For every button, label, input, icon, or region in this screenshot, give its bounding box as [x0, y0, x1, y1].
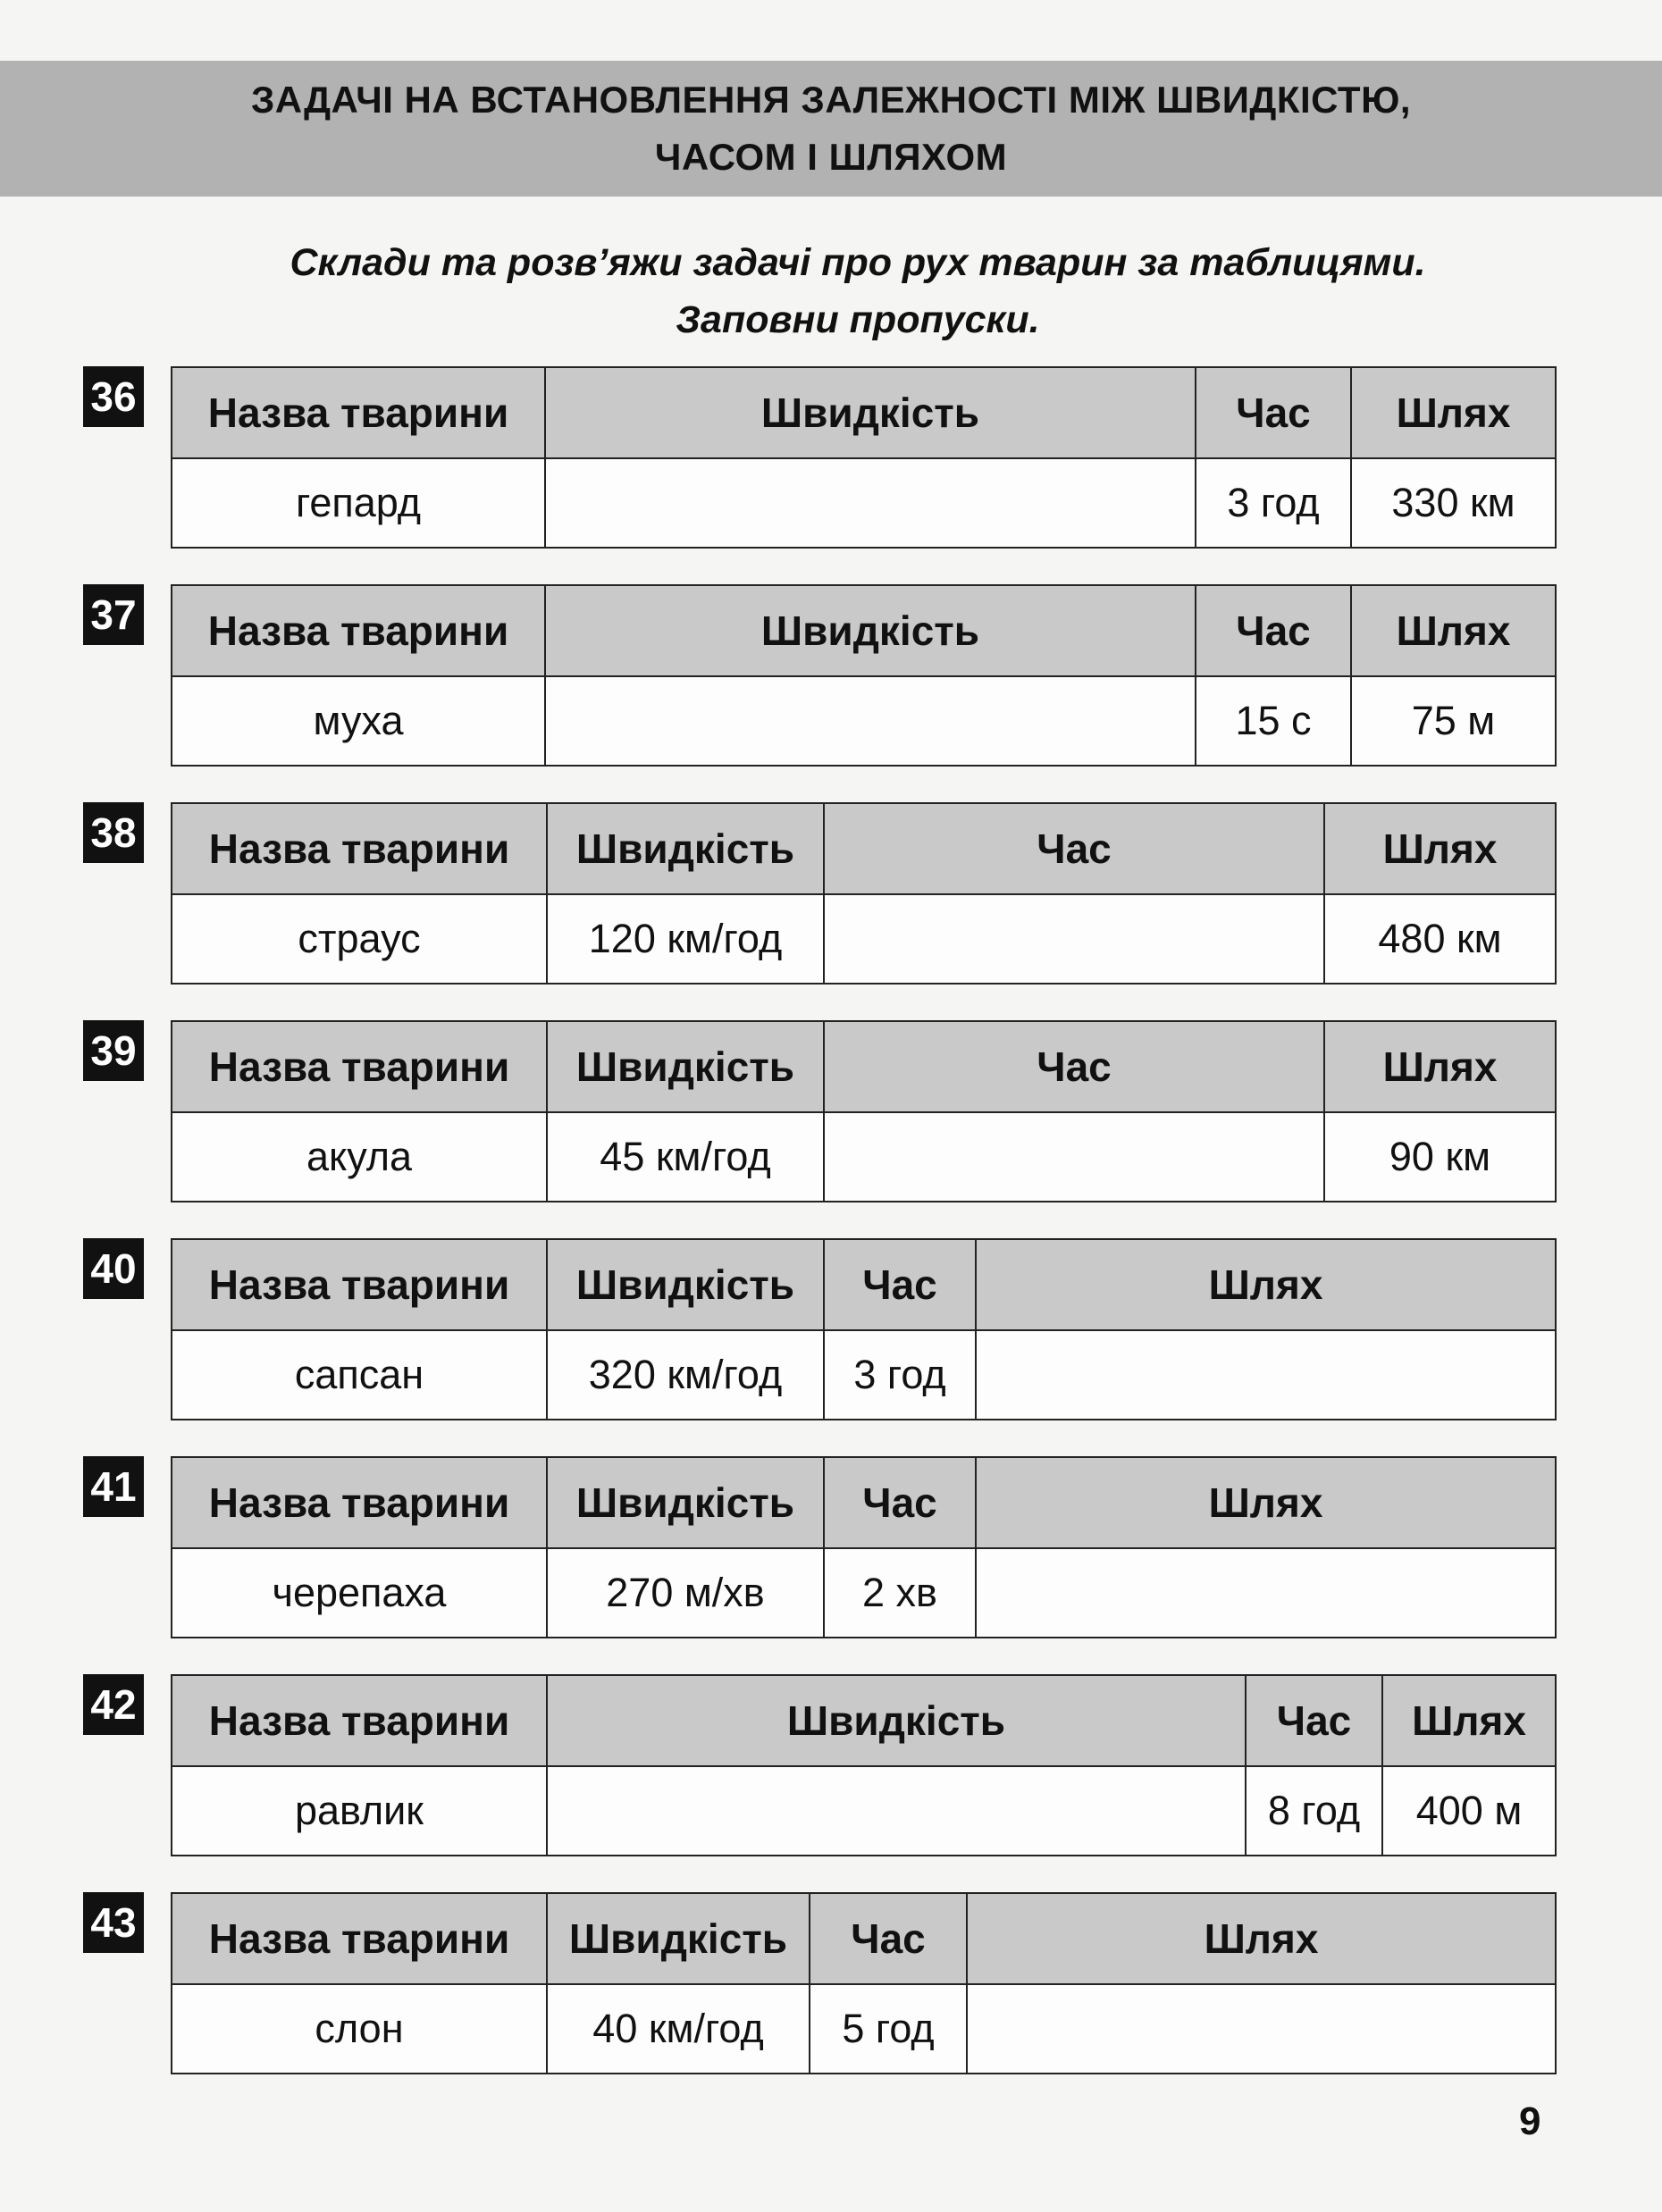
cell-animal: сапсан: [172, 1330, 547, 1420]
header-distance: Шлях: [1324, 803, 1556, 894]
cell-time: 2 хв: [824, 1548, 976, 1638]
cell-speed-blank[interactable]: [545, 676, 1196, 766]
header-animal: Назва тварини: [172, 1457, 547, 1548]
header-animal: Назва тварини: [172, 367, 545, 458]
cell-speed: 270 м/хв: [547, 1548, 824, 1638]
task-table: [171, 1238, 1557, 1420]
cell-time-blank[interactable]: [824, 1112, 1324, 1202]
header-time: Час: [1196, 585, 1351, 676]
task-table: [171, 1020, 1557, 1202]
header-animal: Назва тварини: [172, 585, 545, 676]
header-distance: Шлях: [1382, 1675, 1556, 1766]
cell-animal: слон: [172, 1984, 547, 2074]
header-time: Час: [810, 1893, 967, 1984]
header-animal: Назва тварини: [172, 803, 547, 894]
header-time: Час: [1246, 1675, 1382, 1766]
cell-time: 8 год: [1246, 1766, 1382, 1856]
instructions-line-1: Склади та розв’яжи задачі про рух тварин за таблицями.: [290, 241, 1426, 284]
task-number-badge: 43: [83, 1892, 144, 1953]
task-number-badge: 42: [83, 1674, 144, 1735]
cell-distance: 400 м: [1382, 1766, 1556, 1856]
header-speed: Швидкість: [547, 1021, 824, 1112]
cell-animal: муха: [172, 676, 545, 766]
header-speed: Швидкість: [547, 1239, 824, 1330]
header-animal: Назва тварини: [172, 1893, 547, 1984]
task-table: [171, 584, 1557, 767]
header-time: Час: [824, 1021, 1324, 1112]
cell-speed-blank[interactable]: [547, 1766, 1246, 1856]
header-speed: Швидкість: [545, 585, 1196, 676]
cell-distance-blank[interactable]: [967, 1984, 1556, 2074]
section-title-line-2: ЧАСОМ І ШЛЯХОМ: [654, 136, 1008, 178]
header-animal: Назва тварини: [172, 1675, 547, 1766]
header-distance: Шлях: [976, 1239, 1556, 1330]
cell-distance: 330 км: [1351, 458, 1556, 548]
header-speed: Швидкість: [545, 367, 1196, 458]
cell-speed: 320 км/год: [547, 1330, 824, 1420]
cell-time: 15 с: [1196, 676, 1351, 766]
page-number: 9: [1519, 2099, 1541, 2143]
header-distance: Шлях: [1351, 367, 1556, 458]
cell-time-blank[interactable]: [824, 894, 1324, 984]
header-time: Час: [824, 1457, 976, 1548]
section-header: [0, 61, 1662, 197]
header-time: Час: [824, 1239, 976, 1330]
cell-animal: черепаха: [172, 1548, 547, 1638]
cell-animal: равлик: [172, 1766, 547, 1856]
cell-animal: акула: [172, 1112, 547, 1202]
cell-distance: 90 км: [1324, 1112, 1556, 1202]
header-time: Час: [1196, 367, 1351, 458]
cell-speed: 45 км/год: [547, 1112, 824, 1202]
cell-speed: 120 км/год: [547, 894, 824, 984]
instructions: [0, 234, 1662, 348]
cell-time: 3 год: [824, 1330, 976, 1420]
task-table: [171, 1456, 1557, 1638]
header-speed: Швидкість: [547, 1457, 824, 1548]
task-table: [171, 1892, 1557, 2074]
header-speed: Швидкість: [547, 1675, 1246, 1766]
header-animal: Назва тварини: [172, 1021, 547, 1112]
header-animal: Назва тварини: [172, 1239, 547, 1330]
cell-animal: гепард: [172, 458, 545, 548]
header-distance: Шлях: [1324, 1021, 1556, 1112]
header-distance: Шлях: [1351, 585, 1556, 676]
task-number-badge: 39: [83, 1020, 144, 1081]
instructions-line-2: Заповни пропуски.: [676, 298, 1040, 341]
header-speed: Швидкість: [547, 1893, 810, 1984]
section-title-line-1: ЗАДАЧІ НА ВСТАНОВЛЕННЯ ЗАЛЕЖНОСТІ МІЖ ШВИДКІСТЮ,: [250, 79, 1412, 121]
cell-distance: 75 м: [1351, 676, 1556, 766]
cell-speed-blank[interactable]: [545, 458, 1196, 548]
task-number-badge: 38: [83, 802, 144, 863]
task-number-badge: 40: [83, 1238, 144, 1299]
task-number-badge: 36: [83, 366, 144, 427]
task-table: [171, 366, 1557, 549]
header-distance: Шлях: [967, 1893, 1556, 1984]
cell-distance: 480 км: [1324, 894, 1556, 984]
cell-distance-blank[interactable]: [976, 1330, 1556, 1420]
cell-animal: страус: [172, 894, 547, 984]
cell-time: 3 год: [1196, 458, 1351, 548]
cell-time: 5 год: [810, 1984, 967, 2074]
cell-distance-blank[interactable]: [976, 1548, 1556, 1638]
header-distance: Шлях: [976, 1457, 1556, 1548]
header-speed: Швидкість: [547, 803, 824, 894]
task-table: [171, 1674, 1557, 1856]
task-number-badge: 41: [83, 1456, 144, 1517]
task-number-badge: 37: [83, 584, 144, 645]
task-table: [171, 802, 1557, 985]
header-time: Час: [824, 803, 1324, 894]
cell-speed: 40 км/год: [547, 1984, 810, 2074]
